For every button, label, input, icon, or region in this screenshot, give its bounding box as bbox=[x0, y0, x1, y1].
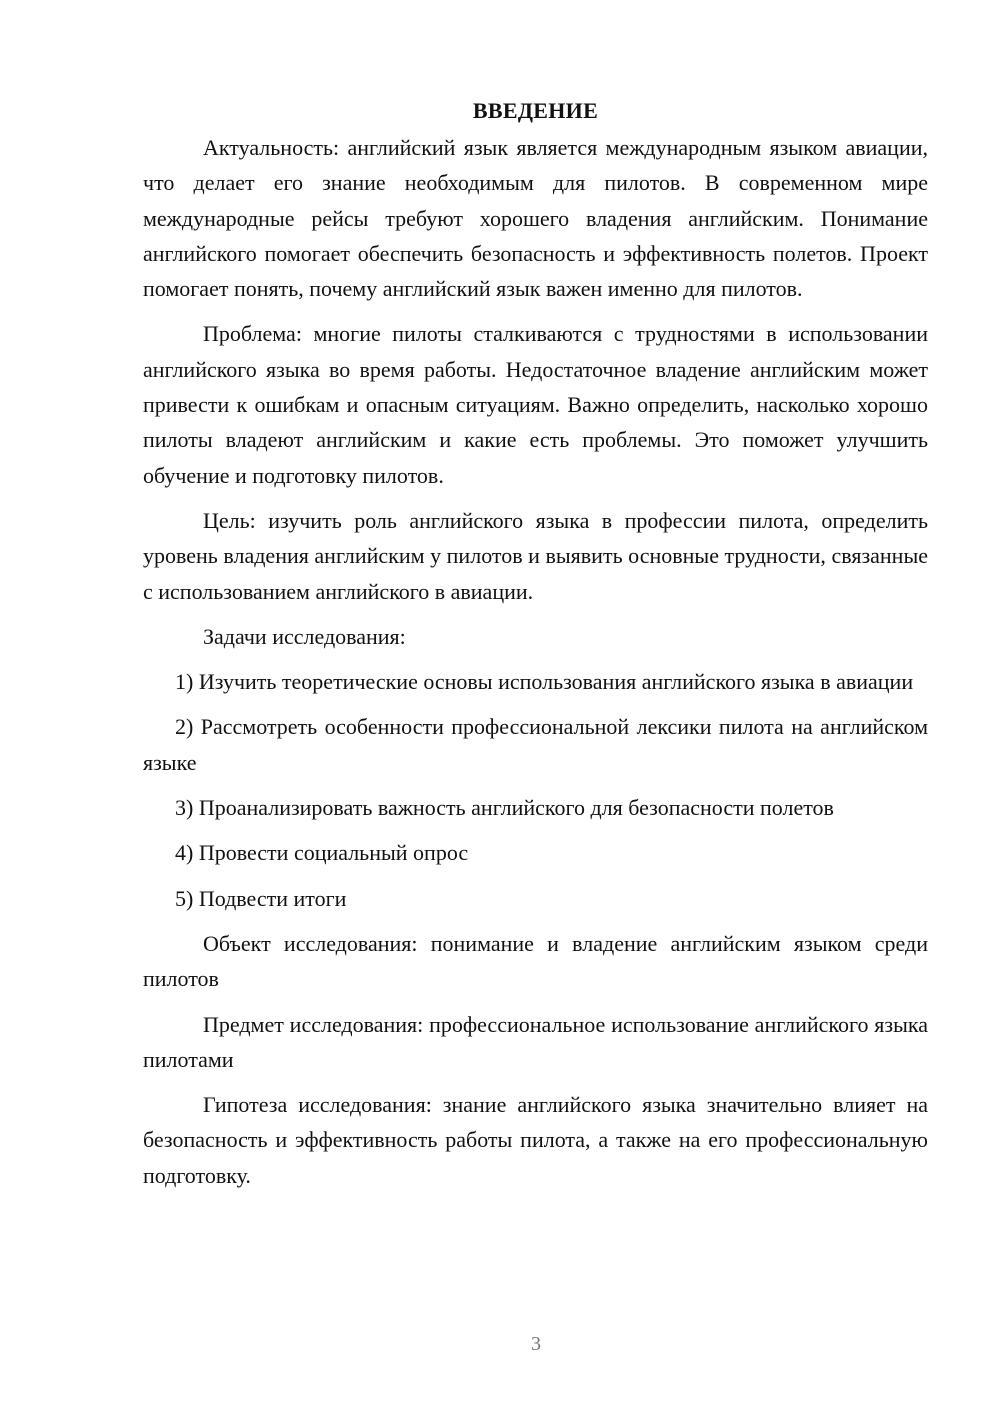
page-title: ВВЕДЕНИЕ bbox=[472, 98, 599, 123]
paragraph-problem: Проблема: многие пилоты сталкиваются с трудностями в использовании английского языка во время работы. Недостаточное владение английским может привести к ошибкам и опасным ситуациям. Важно определить, насколько хорошо пилоты владеют английским и какие есть проблемы. Это поможет улучшить обучение и подготовку пилотов. bbox=[143, 321, 928, 488]
page-number: 3 bbox=[531, 1333, 541, 1355]
document-page bbox=[143, 92, 928, 1203]
task-item-4: 4) Провести социальный опрос bbox=[175, 840, 469, 866]
paragraph-hypothesis: Гипотеза исследования: знание английского языка значительно влияет на безопасность и эффективность работы пилота, а также на его профессиональную подготовку. bbox=[143, 1092, 928, 1188]
task-item-5: 5) Подвести итоги bbox=[175, 885, 347, 911]
paragraph-object: Объект исследования: понимание и владение английским языком среди пилотов bbox=[143, 930, 928, 992]
task-item-3: 3) Проанализировать важность английского для безопасности полетов bbox=[175, 795, 834, 821]
paragraph-subject: Предмет исследования: профессиональное использование английского языка пилотами bbox=[143, 1011, 928, 1072]
paragraph-relevance: Актуальность: английский язык является международным языком авиации, что делает его знание необходимым для пилотов. В современном мире международные рейсы требуют хорошего владения английским. Понимание английского помогает обеспечить безопасность и эффективность полетов. Проект помогает понять, почему английский язык важен именно для пилотов. bbox=[143, 135, 928, 302]
task-item-2: 2) Рассмотреть особенности профессиональной лексики пилота на английском языке bbox=[143, 714, 928, 775]
paragraph-goal: Цель: изучить роль английского языка в профессии пилота, определить уровень владения английским у пилотов и выявить основные трудности, связанные с использованием английского в авиации. bbox=[143, 507, 928, 604]
task-item-1: 1) Изучить теоретические основы использования английского языка в авиации bbox=[175, 669, 914, 695]
tasks-label: Задачи исследования: bbox=[203, 623, 406, 649]
